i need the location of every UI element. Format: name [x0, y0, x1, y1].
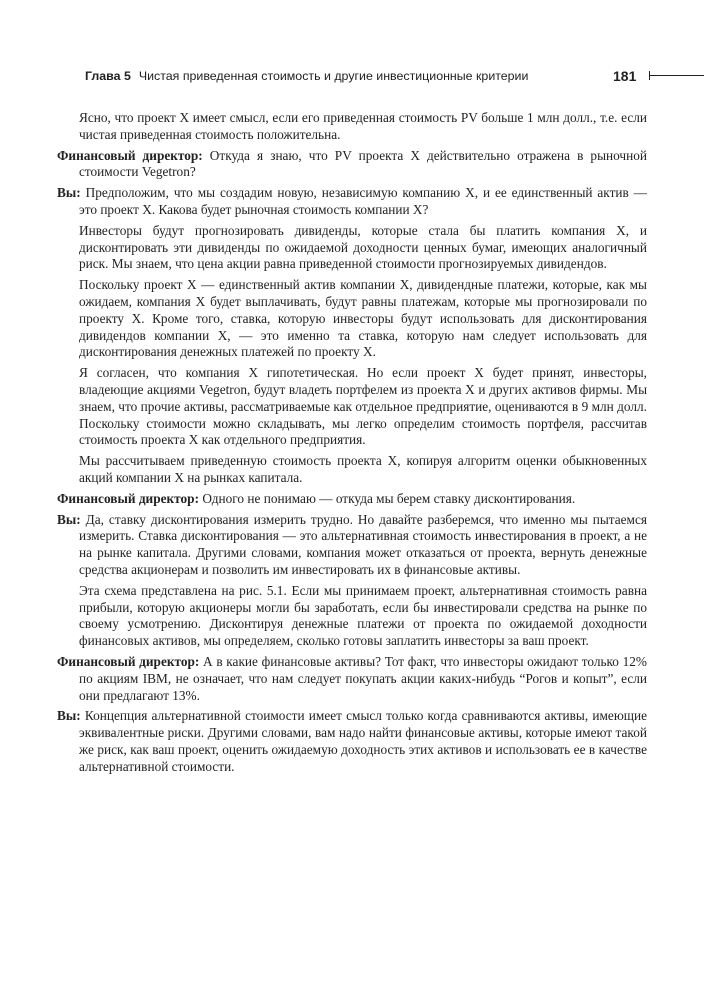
paragraph-text: Концепция альтернативной стоимости имеет смысл только когда сравниваются активы, имеющие эквивалентные риски. Другими словами, вам надо найти финансовые активы, которые имеют такой же риск, как ваш проект, оценить ожидаемую доходность этих активов и использовать ее в качестве альтернативной стоимости. [79, 708, 648, 774]
paragraph [57, 583, 647, 650]
chapter-label: Глава 5 [85, 69, 131, 83]
speaker-label: Вы: [57, 185, 81, 201]
dialog-paragraph [57, 148, 647, 182]
paragraph-text: Предположим, что мы создадим новую, независимую компанию X, и ее единственный актив — это проект X. Какова будет рыночная стоимость компании X? [79, 185, 647, 217]
speaker-label: Финансовый директор: [57, 490, 199, 506]
dialog-paragraph [57, 708, 647, 775]
paragraph [57, 277, 647, 361]
speaker-label: Вы: [57, 708, 81, 724]
paragraph [57, 110, 647, 144]
paragraph-text: Ясно, что проект X имеет смысл, если его приведенная стоимость PV больше 1 млн долл., т.е. если чистая приведенная стоимость положительна. [79, 110, 647, 142]
dialog-paragraph [57, 491, 647, 508]
paragraph-text: Да, ставку дисконтирования измерить трудно. Но давайте разберемся, что именно мы пытаемся измерить. Ставка дисконтирования — это альтернативная стоимость инвестирования в проект, а не на рынке капитала. Другими словами, компания может отказаться от проекта, вернуть денежные средства акционерам и позволить им инвестировать их в финансовые активы. [79, 511, 647, 577]
paragraph-text: Инвесторы будут прогнозировать дивиденды, которые стала бы платить компания X, и дисконтировать эти дивиденды по ожидаемой доходности ценных бумаг, имеющих аналогичный риск. Мы знаем, что цена акции равна приведенной стоимости прогнозируемых дивидендов. [79, 222, 647, 272]
paragraph-text: Откуда я знаю, что PV проекта X действительно отражена в рыночной стоимости Vegetron? [79, 147, 647, 180]
paragraph [57, 453, 647, 487]
paragraph [57, 223, 647, 273]
speaker-label: Финансовый директор: [57, 147, 203, 163]
dialog-paragraph [57, 185, 647, 219]
running-header [85, 66, 704, 86]
speaker-label: Вы: [57, 511, 81, 527]
paragraph [57, 365, 647, 449]
paragraph-text: Эта схема представлена на рис. 5.1. Если мы принимаем проект, альтернативная стоимость равна прибыли, которую акционеры могли бы заработать, если бы инвестировали средства на рынке по своему усмотрению. Дисконтируя денежные платежи от проекта по ожидаемой доходности финансовых активов, мы определяем, сколько готовы заплатить инвесторы за ваш проект. [79, 582, 647, 649]
paragraph-text: А в какие финансовые активы? Тот факт, что инвесторы ожидают только 12% по акциям IBM, не означает, что нам следует покупать акции каких-нибудь “Рогов и копыт”, если они предлагают 13%. [79, 653, 648, 703]
paragraph-text: Одного не понимаю — откуда мы берем ставку дисконтирования. [202, 490, 576, 506]
page-body [57, 110, 647, 775]
paragraph-text: Я согласен, что компания X гипотетическая. Но если проект X будет принят, инвесторы, владеющие акциями Vegetron, будут владеть портфелем из проекта X и других активов фирмы. Мы знаем, что прочие активы, рассматриваемые как отдельное предприятие, оцениваются в 9 млн долл. Поскольку стоимости можно складывать, мы легко определим стоимость портфеля, рассчитав стоимость проекта X как отдельного предприятия. [79, 365, 647, 448]
dialog-paragraph [57, 512, 647, 579]
header-rule [649, 75, 704, 76]
paragraph-text: Поскольку проект X — единственный актив компании X, дивидендные платежи, которые, как мы ожидаем, компания X будет выплачивать, будут равны платежам, которые мы прогнозировали по проекту X. Кроме того, ставка, которую инвесторы будут использовать для дисконтирования дивидендов компании X, — это именно та ставка, которую нам следует использовать для дисконтирования денежных платежей по проекту X. [79, 277, 647, 360]
speaker-label: Финансовый директор: [57, 653, 200, 669]
page-number: 181 [613, 68, 637, 84]
dialog-paragraph [57, 654, 647, 704]
paragraph-text: Мы рассчитываем приведенную стоимость проекта X, копируя алгоритм оценки обыкновенных акций компании X на рынках капитала. [79, 453, 647, 485]
chapter-title: Чистая приведенная стоимость и другие инвестиционные критерии [138, 69, 529, 83]
